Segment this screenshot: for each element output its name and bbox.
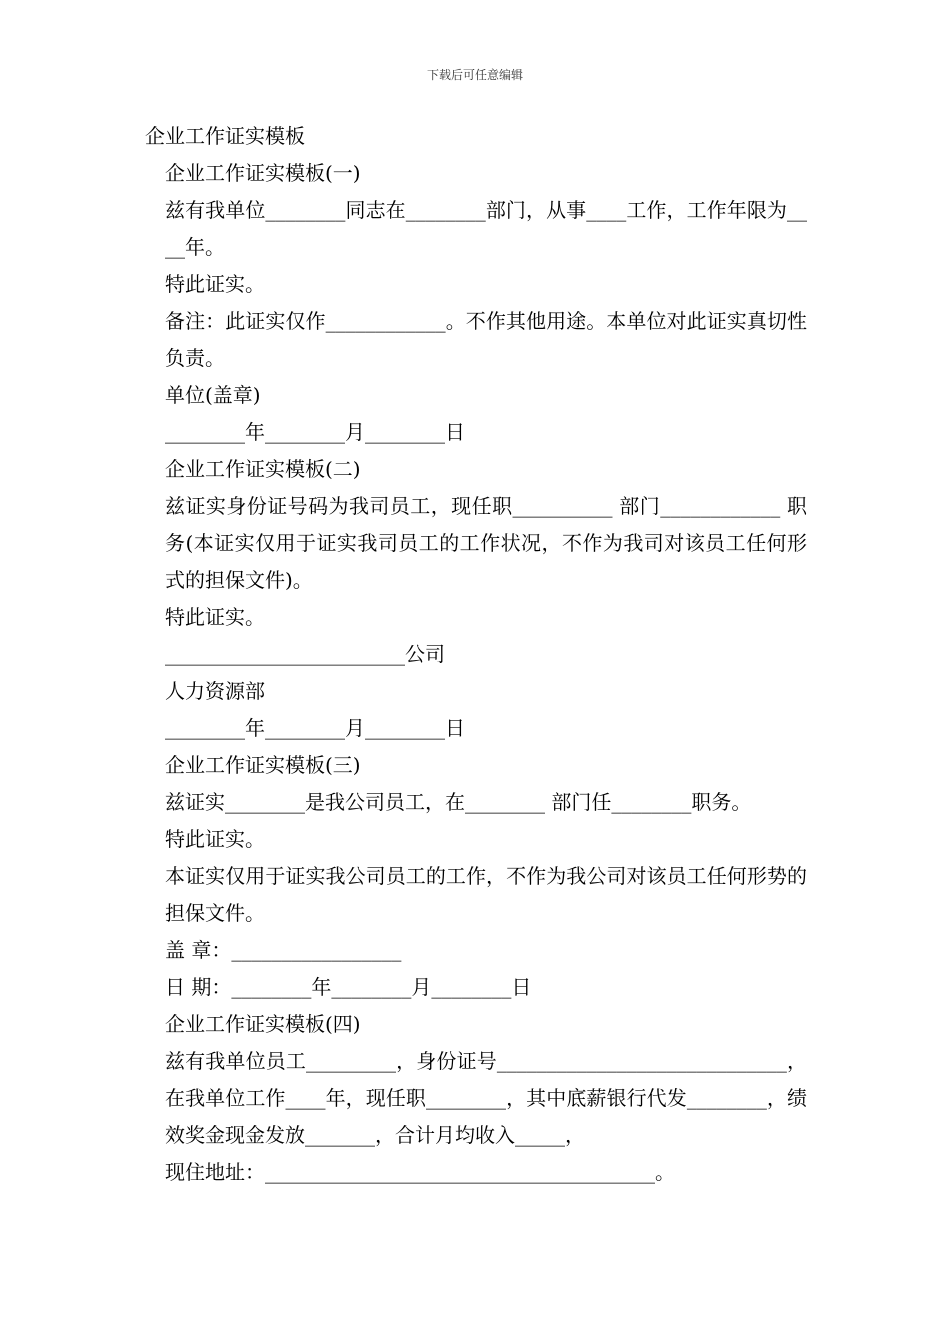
template-1-closing: 特此证实。 bbox=[165, 272, 265, 296]
template-2-date: ________年________月________日 bbox=[165, 716, 465, 740]
template-2-company: ________________________公司 bbox=[165, 642, 445, 666]
template-1-note: 备注：此证实仅作____________。不作其他用途。本单位对此证实真切性负责。 bbox=[165, 309, 807, 370]
template-2-body: 兹证实身份证号码为我司员工，现任职__________ 部门____________ 职务(本证实仅用于证实我司员工的工作状况，不作为我司对该员工任何形式的担保文件)。 bbox=[165, 494, 807, 592]
template-4-body: 兹有我单位员工_________，身份证号_____________________________，在我单位工作____年，现任职________，其中底薪银行代发________，绩效奖金现金发放_______，合计月均收入_____， bbox=[165, 1049, 807, 1147]
template-1-date: ________年________月________日 bbox=[165, 420, 465, 444]
template-1-seal: 单位(盖章) bbox=[165, 383, 261, 407]
header-note: 下载后可任意编辑 bbox=[426, 68, 523, 82]
template-1-body: 兹有我单位________同志在________部门，从事____工作，工作年限为____年。 bbox=[165, 198, 807, 259]
template-3-note: 本证实仅用于证实我公司员工的工作，不作为我公司对该员工任何形势的担保文件。 bbox=[165, 864, 807, 925]
template-4-heading: 企业工作证实模板(四) bbox=[165, 1012, 361, 1036]
template-4-address: 现住地址：_______________________________________。 bbox=[165, 1160, 675, 1184]
template-3-date: 日 期：________年________月________日 bbox=[165, 975, 532, 999]
document-body bbox=[145, 118, 807, 1191]
document-title: 企业工作证实模板 bbox=[145, 124, 305, 148]
template-3-body: 兹证实________是我公司员工，在________ 部门任________职务。 bbox=[165, 790, 752, 814]
template-2-dept: 人力资源部 bbox=[165, 679, 265, 703]
template-3-seal: 盖 章：_________________ bbox=[165, 938, 402, 962]
template-1-heading: 企业工作证实模板(一) bbox=[165, 161, 361, 185]
template-2-heading: 企业工作证实模板(二) bbox=[165, 457, 361, 481]
template-3-heading: 企业工作证实模板(三) bbox=[165, 753, 361, 777]
template-3-closing: 特此证实。 bbox=[165, 827, 265, 851]
template-2-closing: 特此证实。 bbox=[165, 605, 265, 629]
